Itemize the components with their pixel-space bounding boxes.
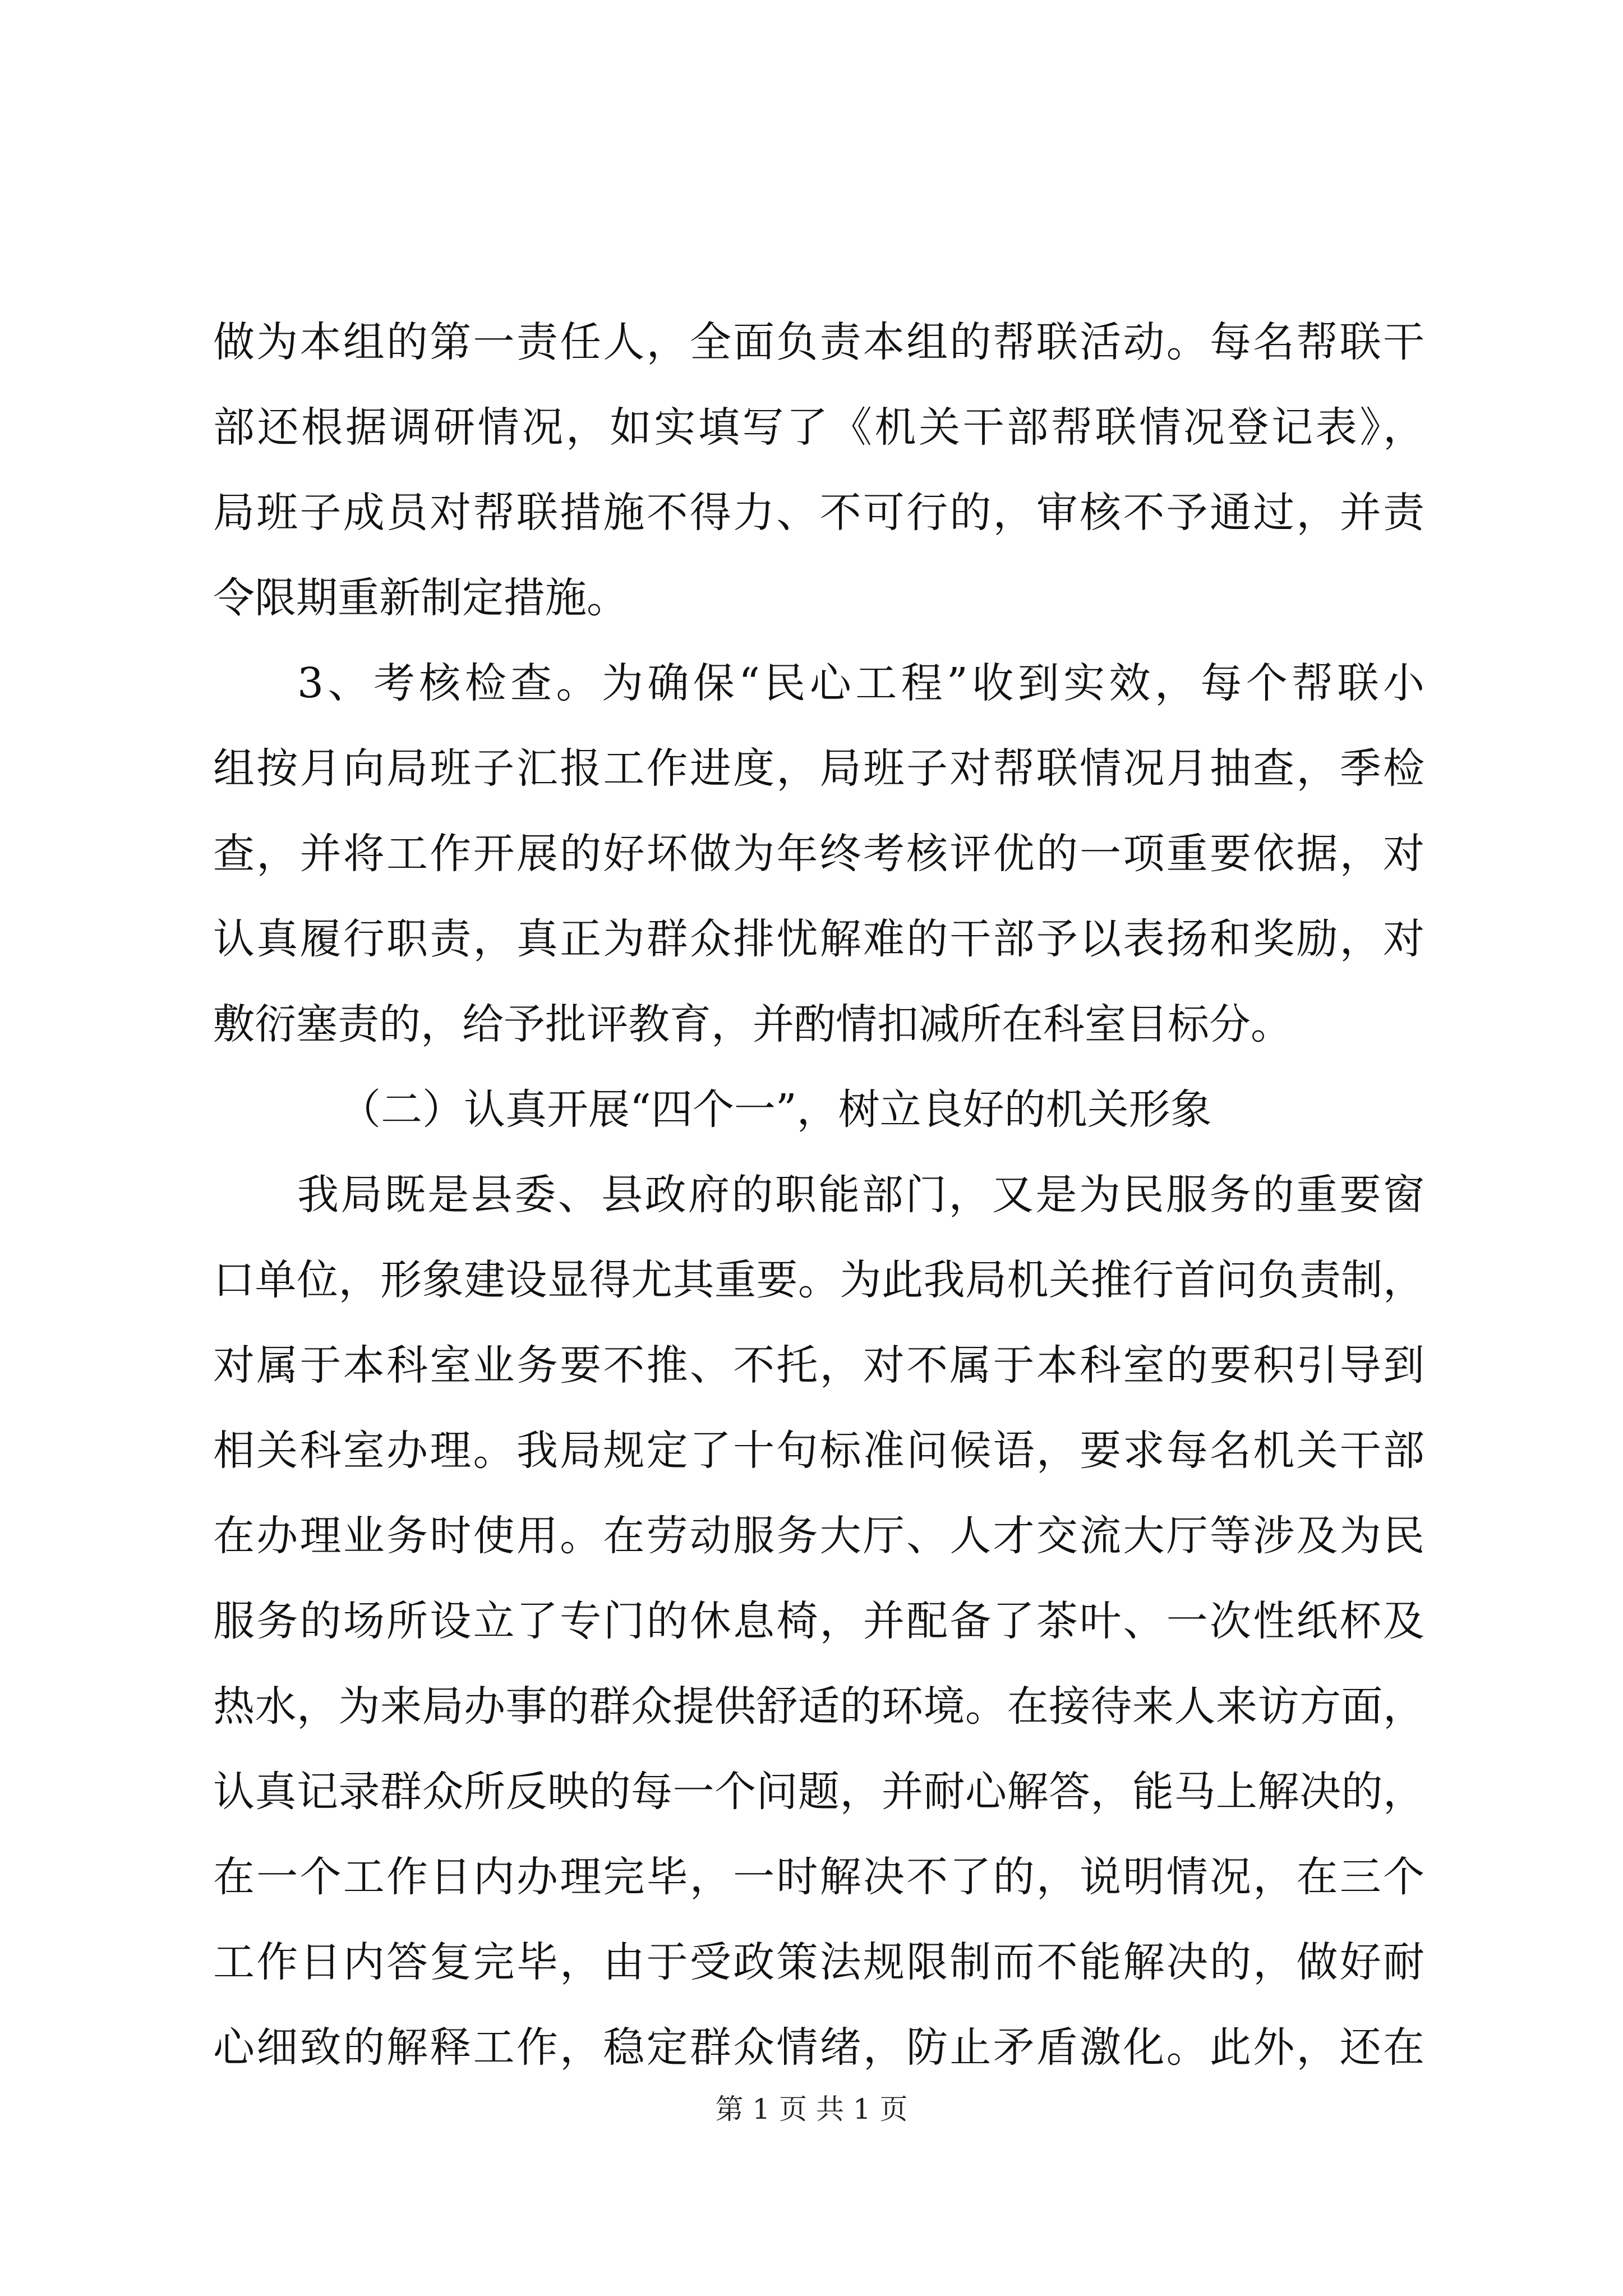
page-footer: 第 1 页 共 1 页 [715, 2093, 908, 2125]
paragraph-line: 令限期重新制定措施。 [213, 574, 628, 622]
paragraph-line: 热水，为来局办事的群众提供舒适的环境。在接待来人来访方面， [213, 1682, 1424, 1731]
paragraph-line: 在一个工作日内办理完毕，一时解决不了的，说明情况，在三个 [213, 1853, 1424, 1901]
paragraph-line: 部还根据调研情况，如实填写了《机关干部帮联情况登记表》， [213, 403, 1424, 452]
paragraph-line: 组按月向局班子汇报工作进度，局班子对帮联情况月抽查，季检 [213, 744, 1424, 793]
paragraph-line: 口单位，形象建设显得尤其重要。为此我局机关推行首问负责制， [213, 1256, 1424, 1304]
section-heading: （二）认真开展“四个一”，树立良好的机关形象 [339, 1085, 1212, 1134]
paragraph-line: 服务的场所设立了专门的休息椅，并配备了茶叶、一次性纸杯及 [213, 1597, 1424, 1645]
paragraph-line: 在办理业务时使用。在劳动服务大厅、人才交流大厅等涉及为民 [213, 1512, 1424, 1560]
paragraph-line: 对属于本科室业务要不推、不托，对不属于本科室的要积引导到 [213, 1341, 1424, 1389]
paragraph-line: 查，并将工作开展的好坏做为年终考核评优的一项重要依据，对 [213, 830, 1424, 878]
paragraph-line: 3、考核检查。为确保“民心工程”收到实效，每个帮联小 [297, 659, 1424, 707]
paragraph-line: 认真记录群众所反映的每一个问题，并耐心解答，能马上解决的， [213, 1768, 1424, 1816]
paragraph-line: 做为本组的第一责任人，全面负责本组的帮联活动。每名帮联干 [213, 318, 1424, 366]
paragraph-line: 敷衍塞责的，给予批评教育，并酌情扣减所在科室目标分。 [213, 1000, 1292, 1048]
paragraph-line: 工作日内答复完毕，由于受政策法规限制而不能解决的，做好耐 [213, 1938, 1424, 1986]
paragraph-line: 认真履行职责，真正为群众排忧解难的干部予以表扬和奖励，对 [213, 915, 1424, 963]
paragraph-line: 局班子成员对帮联措施不得力、不可行的，审核不予通过，并责 [213, 489, 1424, 537]
paragraph-line: 我局既是县委、县政府的职能部门，又是为民服务的重要窗 [297, 1171, 1424, 1219]
paragraph-line: 心细致的解释工作，稳定群众情绪，防止矛盾激化。此外，还在 [213, 2023, 1424, 2072]
paragraph-line: 相关科室办理。我局规定了十句标准问候语，要求每名机关干部 [213, 1427, 1424, 1475]
